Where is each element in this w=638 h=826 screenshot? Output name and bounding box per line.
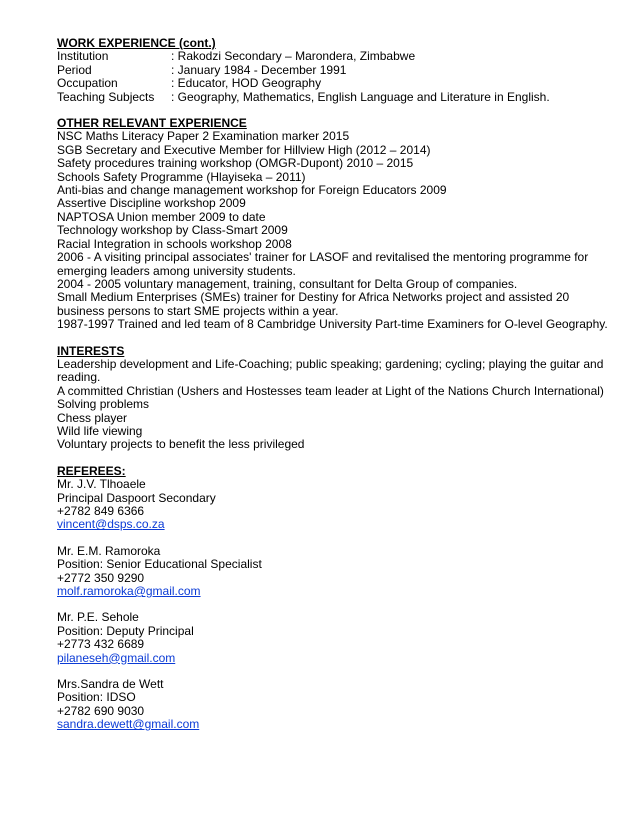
- work-experience-heading: WORK EXPERIENCE (cont.): [57, 36, 216, 50]
- work-label: Institution: [57, 49, 109, 64]
- referee-position: Position: Deputy Principal: [57, 623, 194, 638]
- work-row-institution: [57, 50, 608, 63]
- referee-email-link[interactable]: sandra.dewett@gmail.com: [57, 717, 200, 732]
- work-value: : Geography, Mathematics, English Language and Literature in English.: [171, 89, 550, 104]
- referee-name: Mr. P.E. Sehole: [57, 610, 139, 625]
- work-row-period: [57, 64, 608, 77]
- referee-position: Position: IDSO: [57, 690, 136, 705]
- experience-item: NSC Maths Literacy Paper 2 Examination marker 2015: [57, 129, 350, 144]
- experience-item: Racial Integration in schools workshop 2008: [57, 236, 292, 251]
- interest-item: A committed Christian (Ushers and Hostesses team leader at Light of the Nations Church International): [57, 383, 604, 398]
- interest-item: Wild life viewing: [57, 423, 143, 438]
- referee-position: Position: Senior Educational Specialist: [57, 557, 262, 572]
- experience-item: NAPTOSA Union member 2009 to date: [57, 209, 266, 224]
- referees-heading: REFEREES:: [57, 463, 126, 478]
- interest-item: Voluntary projects to benefit the less privileged: [57, 437, 305, 452]
- referee-email-link[interactable]: vincent@dsps.co.za: [57, 517, 165, 532]
- referee-entry: [57, 545, 608, 599]
- referee-position: Principal Daspoort Secondary: [57, 490, 216, 505]
- referee-name: Mr. J.V. Tlhoaele: [57, 477, 146, 492]
- work-value: : January 1984 - December 1991: [171, 62, 347, 77]
- work-value: : Educator, HOD Geography: [171, 76, 322, 91]
- interest-item: Leadership development and Life-Coaching; public speaking; gardening; cycling; playing the guitar and reading.: [57, 356, 604, 385]
- referee-phone: +2772 350 9290: [57, 570, 145, 585]
- other-experience-heading: OTHER RELEVANT EXPERIENCE: [57, 116, 247, 131]
- other-experience-section: [57, 117, 608, 332]
- experience-item: Safety procedures training workshop (OMGR-Dupont) 2010 – 2015: [57, 156, 414, 171]
- experience-item: Anti-bias and change management workshop for Foreign Educators 2009: [57, 183, 447, 198]
- referees-section: [57, 465, 608, 732]
- experience-item: Assertive Discipline workshop 2009: [57, 196, 246, 211]
- experience-item: Schools Safety Programme (Hlayiseka – 2011): [57, 169, 306, 184]
- interest-item: Solving problems: [57, 397, 150, 412]
- referee-name: Mr. E.M. Ramoroka: [57, 543, 161, 558]
- experience-item: 2004 - 2005 voluntary management, training, consultant for Delta Group of companies.: [57, 276, 518, 291]
- work-label: Period: [57, 62, 92, 77]
- experience-item: SGB Secretary and Executive Member for Hillview High (2012 – 2014): [57, 142, 431, 157]
- referee-email-link[interactable]: pilaneseh@gmail.com: [57, 650, 176, 665]
- work-experience-section: [57, 37, 608, 104]
- referee-entry: [57, 611, 608, 665]
- interests-section: [57, 345, 608, 452]
- referee-email-link[interactable]: molf.ramoroka@gmail.com: [57, 584, 201, 599]
- interest-item: Chess player: [57, 410, 128, 425]
- experience-item: 1987-1997 Trained and led team of 8 Cambridge University Part-time Examiners for O-level Geography.: [57, 317, 608, 332]
- referee-name: Mrs.Sandra de Wett: [57, 677, 164, 692]
- work-label: Teaching Subjects: [57, 89, 155, 104]
- work-label: Occupation: [57, 76, 118, 91]
- referee-phone: +2782 849 6366: [57, 504, 145, 518]
- work-value: : Rakodzi Secondary – Marondera, Zimbabwe: [171, 49, 416, 64]
- work-row-teaching-subjects: [57, 91, 608, 104]
- referee-entry: [57, 478, 608, 532]
- experience-item: 2006 - A visiting principal associates' trainer for LASOF and revitalised the mentoring programme for emerging leaders among university students.: [57, 250, 589, 278]
- experience-item: Technology workshop by Class-Smart 2009: [57, 223, 288, 238]
- referee-phone: +2782 690 9030: [57, 703, 145, 718]
- experience-item: Small Medium Enterprises (SMEs) trainer for Destiny for Africa Networks project and assisted 20 business persons to start SME projects within a year.: [57, 290, 570, 318]
- interests-heading: INTERESTS: [57, 343, 125, 358]
- work-row-occupation: [57, 77, 608, 90]
- referee-phone: +2773 432 6689: [57, 637, 145, 652]
- referee-entry: [57, 678, 608, 732]
